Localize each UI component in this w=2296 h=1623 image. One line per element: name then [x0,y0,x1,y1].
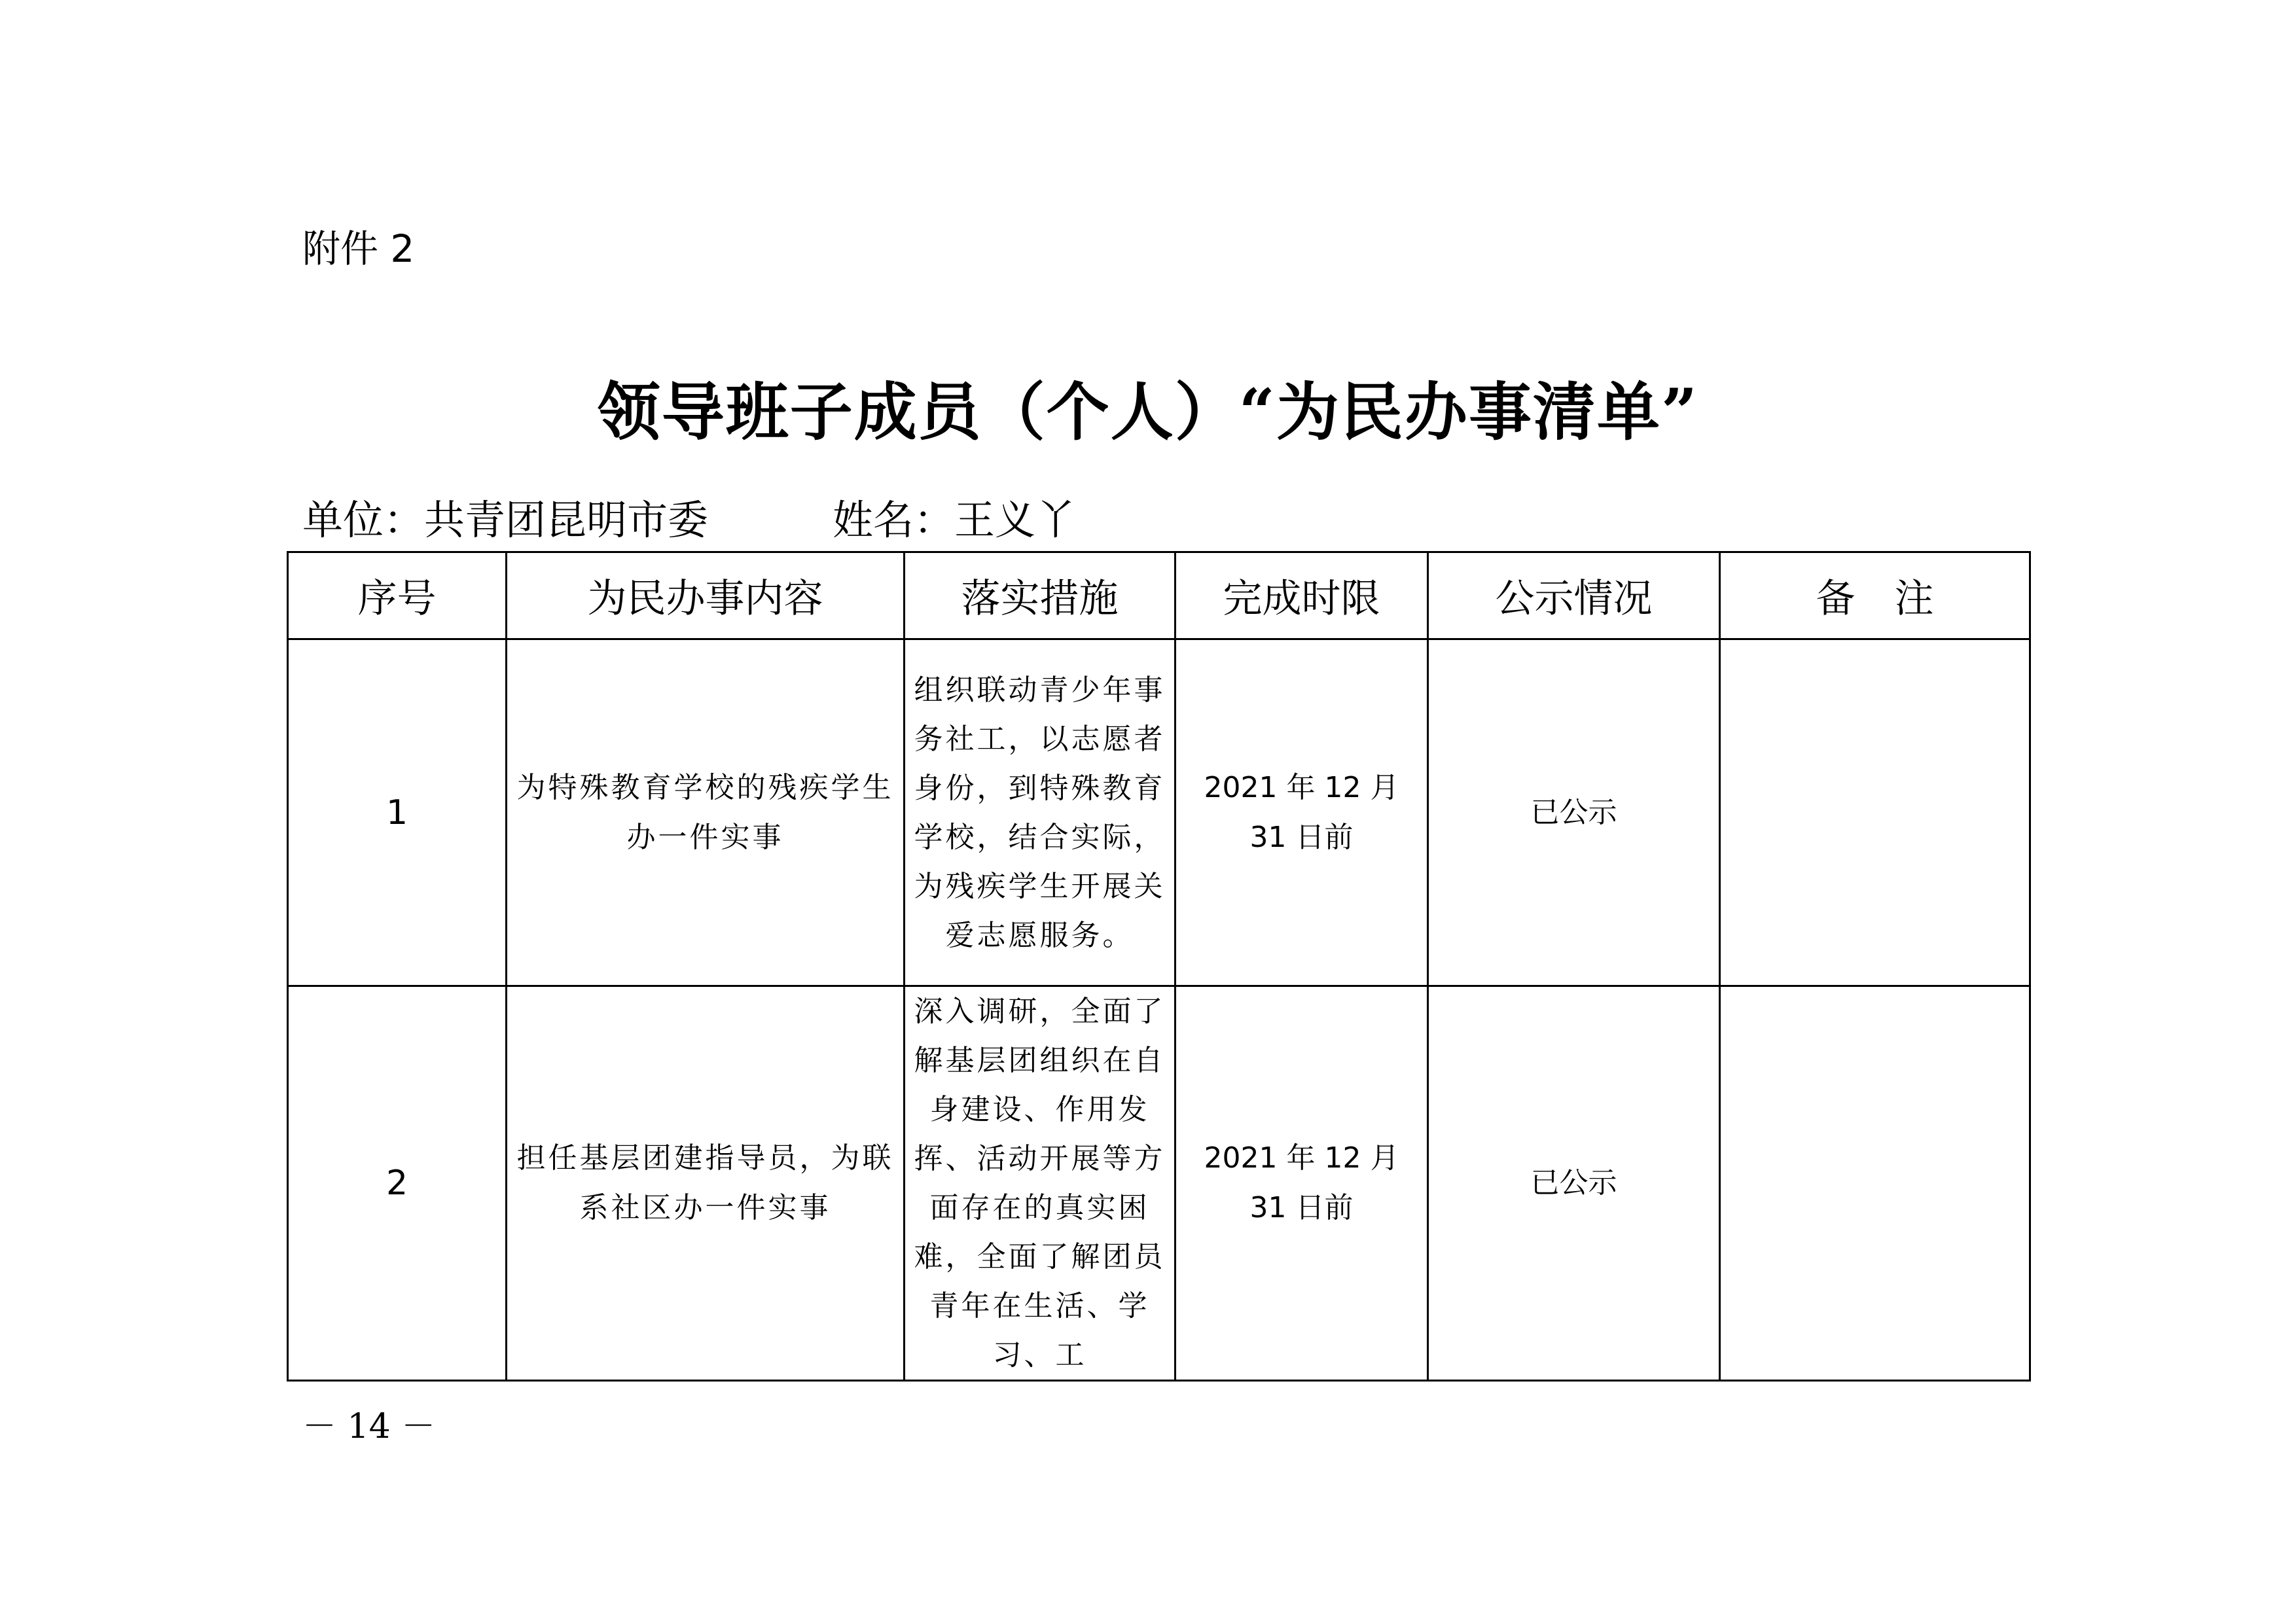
table-header-row [288,552,2030,639]
row-content: 为特殊教育学校的残疾学生办一件实事 [507,639,905,986]
header-publicity: 公示情况 [1428,552,1720,639]
row-deadline [1175,639,1428,986]
row-content: 担任基层团建指导员，为联系社区办一件实事 [507,986,905,1381]
header-index: 序号 [288,552,507,639]
row-publicity: 已公示 [1428,639,1720,986]
attachment-label: 附件 2 [302,226,415,271]
row-publicity: 已公示 [1428,986,1720,1381]
page-number: － 14 － [302,1407,436,1446]
deadline-line1: 2021 年 12 月 [1204,1141,1399,1175]
document-title: 领导班子成员（个人）“为民办事清单” [597,375,1699,449]
name-label: 姓名：王义丫 [833,496,1077,544]
deadline-line2: 31 日前 [1249,820,1354,854]
service-list-table [287,551,2031,1382]
table-row [288,639,2030,986]
deadline-line2: 31 日前 [1249,1191,1354,1224]
header-content: 为民办事内容 [507,552,905,639]
meta-line [302,492,1076,548]
unit-label: 单位：共青团昆明市委 [302,496,709,544]
deadline-line1: 2021 年 12 月 [1204,770,1399,804]
row-measures: 组织联动青少年事务社工，以志愿者身份，到特殊教育学校，结合实际，为残疾学生开展关爱志愿服务。 [905,639,1175,986]
header-deadline: 完成时限 [1175,552,1428,639]
row-index: 2 [288,986,507,1381]
row-measures: 深入调研，全面了解基层团组织在自身建设、作用发挥、活动开展等方面存在的真实困难，全面了解团员青年在生活、学习、工 [905,986,1175,1381]
row-deadline [1175,986,1428,1381]
row-index: 1 [288,639,507,986]
header-remarks: 备 注 [1720,552,2030,639]
table-row [288,986,2030,1381]
row-remarks [1720,639,2030,986]
header-measures: 落实措施 [905,552,1175,639]
row-remarks [1720,986,2030,1381]
